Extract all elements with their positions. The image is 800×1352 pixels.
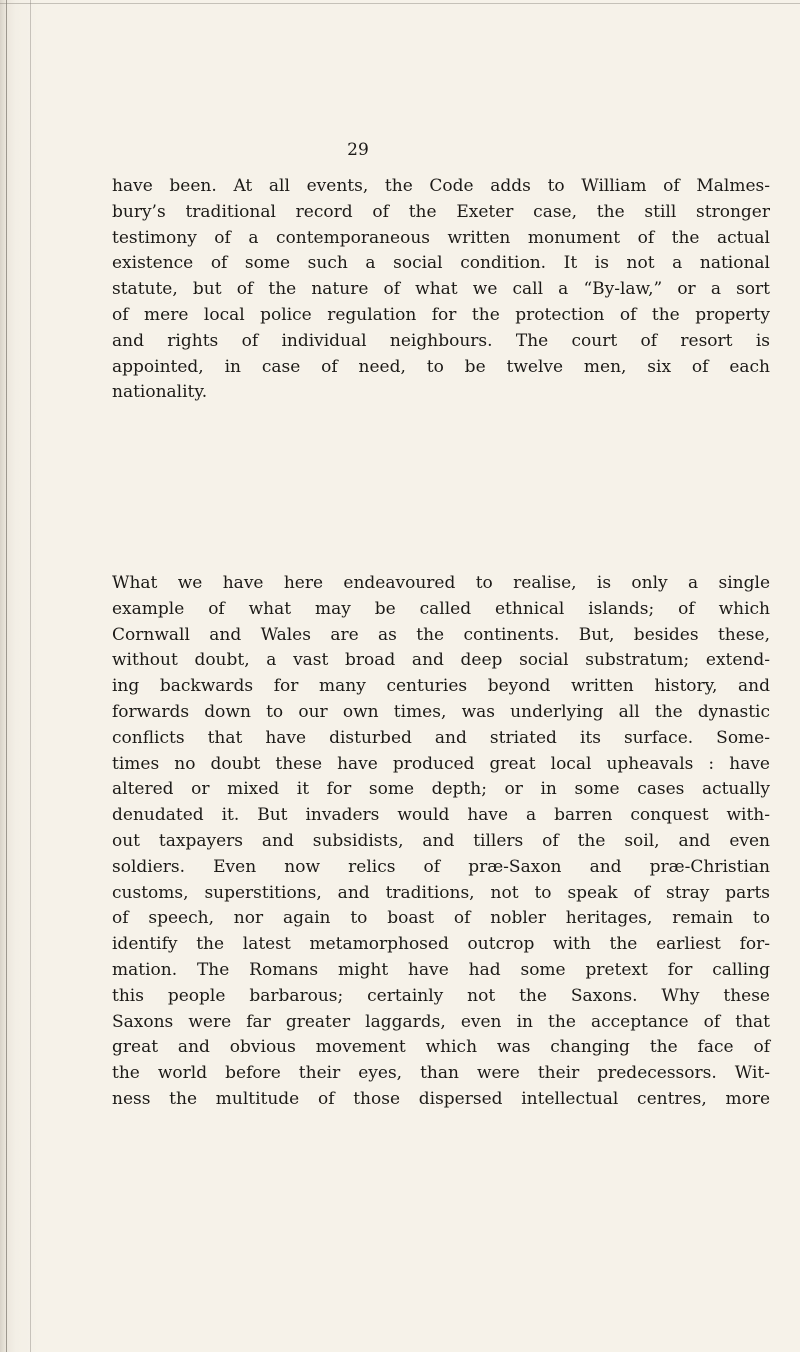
text-line: the world before their eyes, than were their predecessors. Wit- bbox=[112, 1063, 770, 1084]
paragraph-2 bbox=[112, 571, 770, 1113]
text-line: Cornwall and Wales are as the continents. But, besides these, bbox=[112, 624, 770, 645]
text-line: conflicts that have disturbed and striated its surface. Some- bbox=[112, 727, 770, 748]
text-line: out taxpayers and subsidists, and tillers of the soil, and even bbox=[112, 830, 770, 851]
text-line: have been. At all events, the Code adds to William of Malmes- bbox=[112, 176, 770, 196]
text-line: testimony of a contemporaneous written monument of the actual bbox=[112, 227, 770, 248]
text-line: this people barbarous; certainly not the Saxons. Why these bbox=[112, 985, 770, 1006]
page-top-edge bbox=[0, 3, 800, 4]
text-line: ness the multitude of those dispersed intellectual centres, more bbox=[112, 1088, 770, 1109]
paragraph-1 bbox=[112, 174, 770, 406]
spine-edge-line bbox=[6, 0, 7, 1352]
text-line: statute, but of the nature of what we call a “By-law,” or a sort bbox=[112, 279, 770, 300]
text-line: altered or mixed it for some depth; or in some cases actually bbox=[112, 779, 770, 800]
text-line: Saxons were far greater laggards, even in the acceptance of that bbox=[112, 1011, 770, 1032]
text-line: identify the latest metamorphosed outcrop with the earliest for- bbox=[112, 934, 770, 955]
text-line: of mere local police regulation for the protection of the property bbox=[112, 304, 770, 325]
text-line: ing backwards for many centuries beyond written history, and bbox=[112, 676, 770, 697]
text-line: denudated it. But invaders would have a barren conquest with- bbox=[112, 805, 770, 826]
text-line: of speech, nor again to boast of nobler heritages, remain to bbox=[112, 908, 770, 929]
text-line: great and obvious movement which was changing the face of bbox=[112, 1037, 770, 1058]
page-spine-shadow bbox=[0, 0, 40, 1352]
text-line: customs, superstitions, and traditions, not to speak of stray parts bbox=[112, 882, 770, 903]
text-line: times no doubt these have produced great local upheavals : have bbox=[112, 753, 770, 774]
text-line: and rights of individual neighbours. The court of resort is bbox=[112, 330, 770, 351]
text-line: without doubt, a vast broad and deep social substratum; extend- bbox=[112, 650, 770, 671]
spine-gutter-line bbox=[30, 0, 31, 1352]
text-line: nationality. bbox=[112, 382, 208, 403]
text-line: forwards down to our own times, was underlying all the dynastic bbox=[112, 701, 770, 722]
page-number: 29 bbox=[347, 140, 369, 160]
text-line: bury’s traditional record of the Exeter case, the still stronger bbox=[112, 201, 770, 222]
text-line: What we have here endeavoured to realise, is only a single bbox=[112, 573, 770, 593]
text-line: example of what may be called ethnical islands; of which bbox=[112, 598, 770, 619]
text-line: existence of some such a social condition. It is not a national bbox=[112, 253, 770, 274]
text-line: appointed, in case of need, to be twelve men, six of each bbox=[112, 356, 770, 377]
text-line: soldiers. Even now relics of præ-Saxon and præ-Christian bbox=[112, 856, 770, 877]
text-line: mation. The Romans might have had some pretext for calling bbox=[112, 959, 770, 980]
